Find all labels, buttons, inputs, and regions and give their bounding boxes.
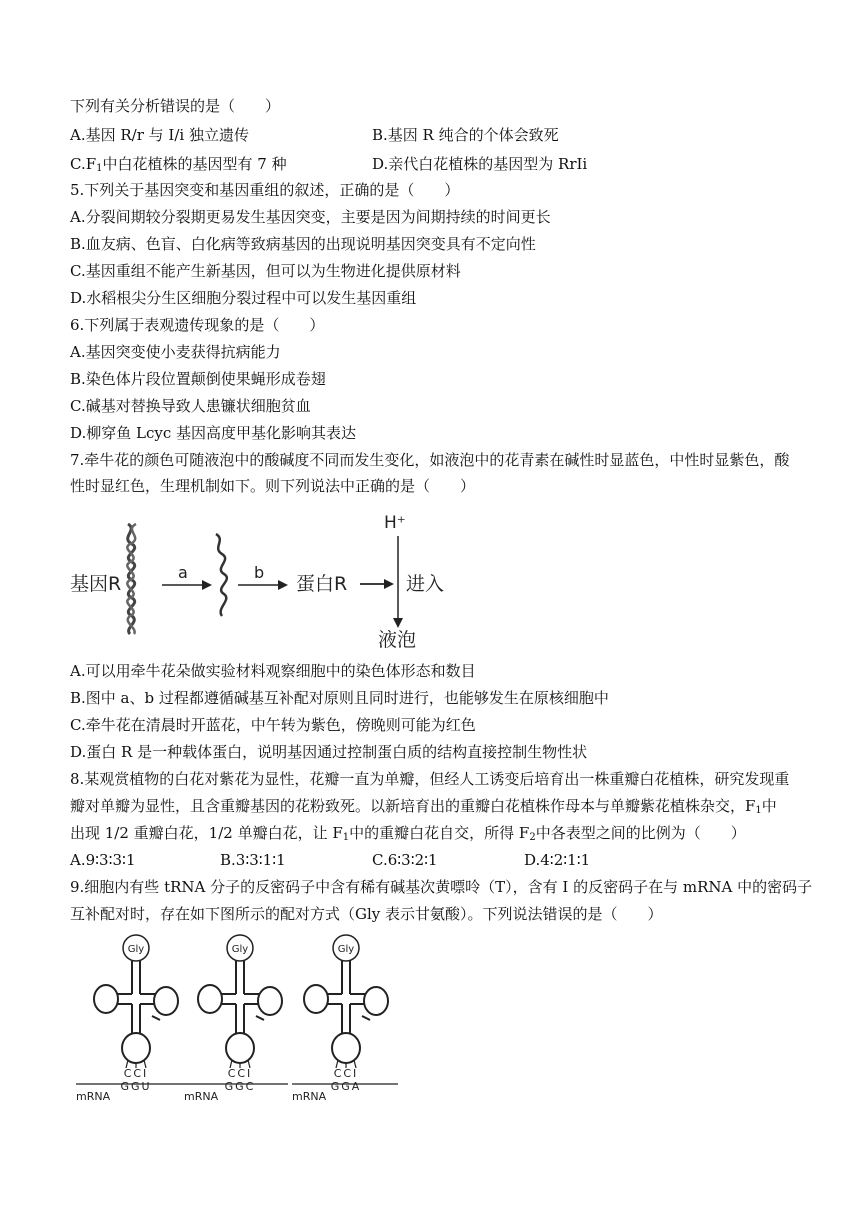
q6-stem: 6.下列属于表观遗传现象的是（ ） (70, 316, 325, 334)
enter-label: 进入 (406, 573, 445, 595)
q4-option-b: B.基因 R 纯合的个体会致死 (372, 126, 559, 144)
mrna-label: mRNA (184, 1090, 219, 1103)
mrna-label: mRNA (76, 1090, 111, 1103)
q7-stem-line1: 7.牵牛花的颜色可随液泡中的酸碱度不同而发生变化，如液泡中的花青素在碱性时显蓝色，中性时显紫色，酸 (70, 451, 790, 469)
amino-acid-label: Gly (127, 944, 145, 955)
codon-label: GGA (330, 1080, 362, 1093)
rna-strand-icon (216, 534, 227, 616)
q6-option-a: A.基因突变使小麦获得抗病能力 (70, 343, 281, 361)
trna-1 (76, 935, 184, 1103)
mrna-label: mRNA (292, 1090, 327, 1103)
q9-line1: 9.细胞内有些 tRNA 分子的反密码子中含有稀有碱基次黄嘌呤（T），含有 I 的反密码子在与 mRNA 中的密码子 (70, 878, 813, 896)
q4-option-d: D.亲代白花植株的基因型为 RrIi (372, 155, 588, 173)
amino-acid-label: Gly (337, 944, 355, 955)
amino-acid-label: Gly (231, 944, 249, 955)
q6-option-d: D.柳穿鱼 Lcyc 基因高度甲基化影响其表达 (70, 424, 357, 442)
q8-option-c: C.6∶3∶2∶1 (372, 851, 438, 869)
q8-line1: 8.某观赏植物的白花对紫花为显性，花瓣一直为单瓣，但经人工诱变后培育出一株重瓣白花植株，研究发现重 (70, 770, 790, 788)
q8-option-d: D.4∶2∶1∶1 (524, 851, 591, 869)
q8-line3: 出现 1/2 重瓣白花，1/2 单瓣白花，让 $F_1$中的重瓣白花自交，所得 $F_2$中各表型之间的比例为（ ） (70, 824, 746, 843)
step-b-label: b (254, 563, 265, 582)
q5-option-b: B.血友病、色盲、白化病等致病基因的出现说明基因突变具有不定向性 (70, 235, 536, 253)
codon-label: GGU (120, 1080, 152, 1093)
anticodon-label: CCI (333, 1067, 359, 1080)
q8-line2: 瓣对单瓣为显性，且含重瓣基因的花粉致死。以新培育出的重瓣白花植株作母本与单瓣紫花植株杂交，$F_1$中 (70, 797, 777, 816)
q5-option-d: D.水稻根尖分生区细胞分裂过程中可以发生基因重组 (70, 289, 417, 307)
protein-label: 蛋白R (296, 573, 348, 595)
q6-option-b: B.染色体片段位置颠倒使果蝇形成卷翅 (70, 370, 326, 388)
q7-option-a: A.可以用牵牛花朵做实验材料观察细胞中的染色体形态和数目 (70, 662, 476, 680)
q8-option-b: B.3∶3∶1∶1 (220, 851, 286, 869)
q4-stem: 下列有关分析错误的是（ ） (70, 97, 281, 115)
q6-option-c: C.碱基对替换导致人患镰状细胞贫血 (70, 397, 311, 415)
gene-label: 基因R (70, 573, 122, 595)
trna-2 (184, 935, 288, 1103)
trna-figure (76, 930, 436, 1105)
q7-option-d: D.蛋白 R 是一种载体蛋白，说明基因通过控制蛋白质的结构直接控制生物性状 (70, 743, 588, 761)
q7-option-c: C.牵牛花在清晨时开蓝花，中午转为紫色，傍晚则可能为红色 (70, 716, 476, 734)
q9-line2: 互补配对时，存在如下图所示的配对方式（Gly 表示甘氨酸）。下列说法错误的是（ ） (70, 905, 663, 923)
anticodon-label: CCI (227, 1067, 253, 1080)
q4-option-a: A.基因 R/r 与 I/i 独立遗传 (70, 126, 249, 144)
vacuole-label: 液泡 (378, 629, 417, 650)
q7-stem-line2: 性时显红色，生理机制如下。则下列说法中正确的是（ ） (70, 477, 476, 495)
gene-expression-figure (66, 510, 466, 650)
q4-option-c: $C.F_1$中白花植株的基因型有 7 种 (70, 155, 287, 174)
step-a-label: a (178, 563, 188, 582)
q7-option-b: B.图中 a、b 过程都遵循碱基互补配对原则且同时进行，也能够发生在原核细胞中 (70, 689, 609, 707)
trna-3 (292, 935, 398, 1103)
hydrogen-ion-label: H⁺ (384, 513, 406, 533)
q8-option-a: A.9∶3∶3∶1 (70, 851, 136, 869)
q5-option-a: A.分裂间期较分裂期更易发生基因突变，主要是因为间期持续的时间更长 (70, 208, 551, 226)
q5-stem: 5.下列关于基因突变和基因重组的叙述，正确的是（ ） (70, 181, 460, 199)
anticodon-label: CCI (123, 1067, 149, 1080)
codon-label: GGC (224, 1080, 256, 1093)
q5-option-c: C.基因重组不能产生新基因，但可以为生物进化提供原材料 (70, 262, 461, 280)
